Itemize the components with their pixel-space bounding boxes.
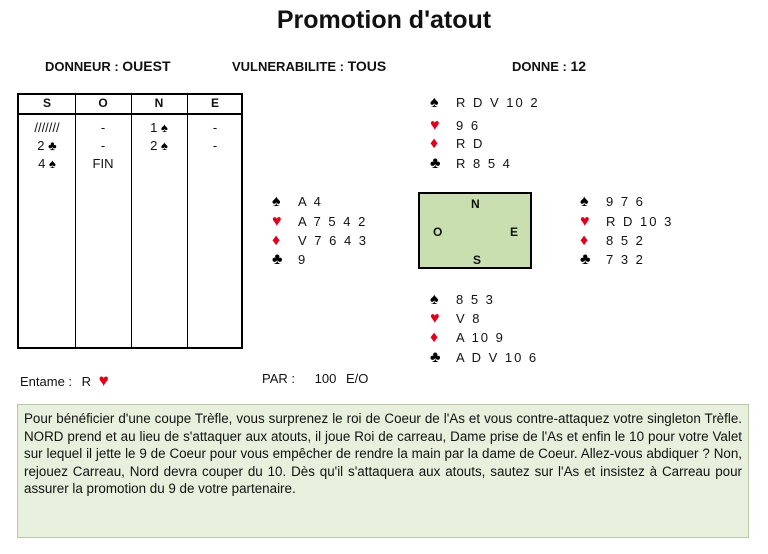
bid-cell bbox=[19, 119, 75, 137]
cards-text: A 7 5 4 2 bbox=[298, 214, 368, 229]
diamond-icon: ♦ bbox=[580, 232, 589, 249]
bid-text: - bbox=[100, 120, 106, 135]
cards-text: R D bbox=[456, 136, 485, 151]
spade-icon: ♠ bbox=[160, 120, 168, 135]
bid-text: 4 bbox=[38, 156, 46, 171]
cards-text: 9 6 bbox=[456, 118, 481, 133]
bidding-header-n: N bbox=[154, 96, 164, 110]
cards-text: R 8 5 4 bbox=[456, 156, 512, 171]
bid-text: - bbox=[212, 120, 218, 135]
vulnerability-value: TOUS bbox=[347, 58, 387, 74]
spade-icon: ♠ bbox=[48, 156, 56, 171]
deal-label: DONNE : bbox=[512, 59, 567, 74]
cards-text: R D V 10 2 bbox=[456, 95, 540, 110]
club-icon: ♣ bbox=[430, 155, 441, 172]
north-spades bbox=[430, 93, 540, 113]
bid-cell bbox=[187, 137, 243, 155]
dealer-value: OUEST bbox=[122, 58, 171, 74]
vulnerability-info bbox=[232, 58, 386, 74]
cards-text: 8 5 3 bbox=[456, 292, 495, 307]
dealer-label: DONNEUR : bbox=[45, 59, 119, 74]
bid-text: - bbox=[100, 138, 106, 153]
bid-cell bbox=[187, 119, 243, 137]
north-hearts bbox=[430, 116, 480, 136]
east-diamonds bbox=[580, 231, 645, 251]
page-title: Promotion d'atout bbox=[276, 6, 492, 34]
par-value: 100 bbox=[314, 371, 337, 386]
cards-text: 9 bbox=[298, 252, 308, 267]
compass-west: O bbox=[433, 225, 443, 239]
south-diamonds bbox=[430, 328, 505, 348]
opening-lead bbox=[20, 371, 109, 391]
par-side: E/O bbox=[345, 371, 369, 386]
bid-cell bbox=[75, 119, 131, 137]
bid-text: 2 bbox=[150, 138, 158, 153]
bid-text: 1 bbox=[150, 120, 158, 135]
bid-cell bbox=[75, 155, 131, 173]
cards-text: A 4 bbox=[298, 194, 323, 209]
cards-text: A D V 10 6 bbox=[456, 350, 539, 365]
bid-text: 2 bbox=[37, 138, 45, 153]
explanation-text: Pour bénéficier d'une coupe Trèfle, vous surprenez le roi de Coeur de l'As et vous contre-attaquez votre singleton Trèfle. NORD prend et au lieu de s'attaquer aux atouts, il joue Roi de carreau, Dame prise de l'As et enfin le 10 pour votre Valet sur lequel il jette le 9 de Coeur pour vous empêcher de rendre la main par la dame de Coeur. Allez-vous abdiquer ? Non, rejouez Carreau, Nord devra couper du 10. Dès qu'il s'attaquera aux atouts, sautez sur l'As et insistez à Carreau pour assurer la promotion du 9 de votre partenaire. bbox=[17, 404, 749, 538]
club-icon: ♣ bbox=[430, 349, 441, 366]
cards-text: 8 5 2 bbox=[606, 233, 645, 248]
heart-icon: ♥ bbox=[430, 310, 440, 327]
south-spades bbox=[430, 290, 495, 310]
par-label: PAR : bbox=[262, 371, 295, 386]
compass-north: N bbox=[471, 197, 480, 211]
compass-east: E bbox=[510, 225, 519, 239]
compass-south: S bbox=[473, 253, 482, 267]
north-clubs bbox=[430, 154, 512, 174]
west-diamonds bbox=[272, 231, 368, 251]
bidding-header-e: E bbox=[210, 96, 219, 110]
cards-text: V 7 6 4 3 bbox=[298, 233, 369, 248]
east-clubs bbox=[580, 250, 645, 270]
spade-icon: ♠ bbox=[430, 94, 439, 111]
bid-cell bbox=[131, 137, 187, 155]
spade-icon: ♠ bbox=[160, 138, 168, 153]
lead-card: R bbox=[81, 374, 92, 389]
club-icon: ♣ bbox=[580, 251, 591, 268]
bid-cell bbox=[75, 137, 131, 155]
bidding-header-o: O bbox=[98, 96, 108, 110]
bid-text: FIN bbox=[92, 156, 114, 171]
deal-value: 12 bbox=[570, 58, 587, 74]
cards-text: 9 7 6 bbox=[606, 194, 645, 209]
cards-text: R D 10 3 bbox=[606, 214, 674, 229]
heart-icon: ♥ bbox=[580, 213, 590, 230]
bid-cell bbox=[19, 155, 75, 173]
bid-text: /////// bbox=[34, 120, 60, 135]
diamond-icon: ♦ bbox=[272, 232, 281, 249]
dealer-info bbox=[45, 58, 171, 74]
compass-table bbox=[418, 192, 532, 269]
north-diamonds bbox=[430, 134, 484, 154]
spade-icon: ♠ bbox=[272, 193, 281, 210]
south-clubs bbox=[430, 348, 538, 368]
cards-text: 7 3 2 bbox=[606, 252, 645, 267]
heart-icon: ♥ bbox=[98, 371, 109, 390]
heart-icon: ♥ bbox=[430, 117, 440, 134]
west-clubs bbox=[272, 250, 307, 270]
cards-text: V 8 bbox=[456, 311, 482, 326]
bid-cell bbox=[19, 137, 75, 155]
cards-text: A 10 9 bbox=[456, 330, 505, 345]
spade-icon: ♠ bbox=[580, 193, 589, 210]
bid-cell bbox=[131, 119, 187, 137]
deal-info bbox=[512, 58, 586, 74]
south-hearts bbox=[430, 309, 482, 329]
lead-label: Entame : bbox=[20, 374, 73, 389]
heart-icon: ♥ bbox=[272, 213, 282, 230]
east-hearts bbox=[580, 212, 673, 232]
bidding-header-s: S bbox=[42, 96, 51, 110]
club-icon: ♣ bbox=[272, 251, 283, 268]
diamond-icon: ♦ bbox=[430, 135, 439, 152]
west-spades bbox=[272, 192, 323, 212]
spade-icon: ♠ bbox=[430, 291, 439, 308]
west-hearts bbox=[272, 212, 367, 232]
diamond-icon: ♦ bbox=[430, 329, 439, 346]
bid-text: - bbox=[212, 138, 218, 153]
east-spades bbox=[580, 192, 645, 212]
bidding-table bbox=[17, 93, 243, 349]
club-icon: ♣ bbox=[48, 138, 57, 153]
vulnerability-label: VULNERABILITE : bbox=[232, 59, 344, 74]
par-info bbox=[262, 371, 368, 386]
